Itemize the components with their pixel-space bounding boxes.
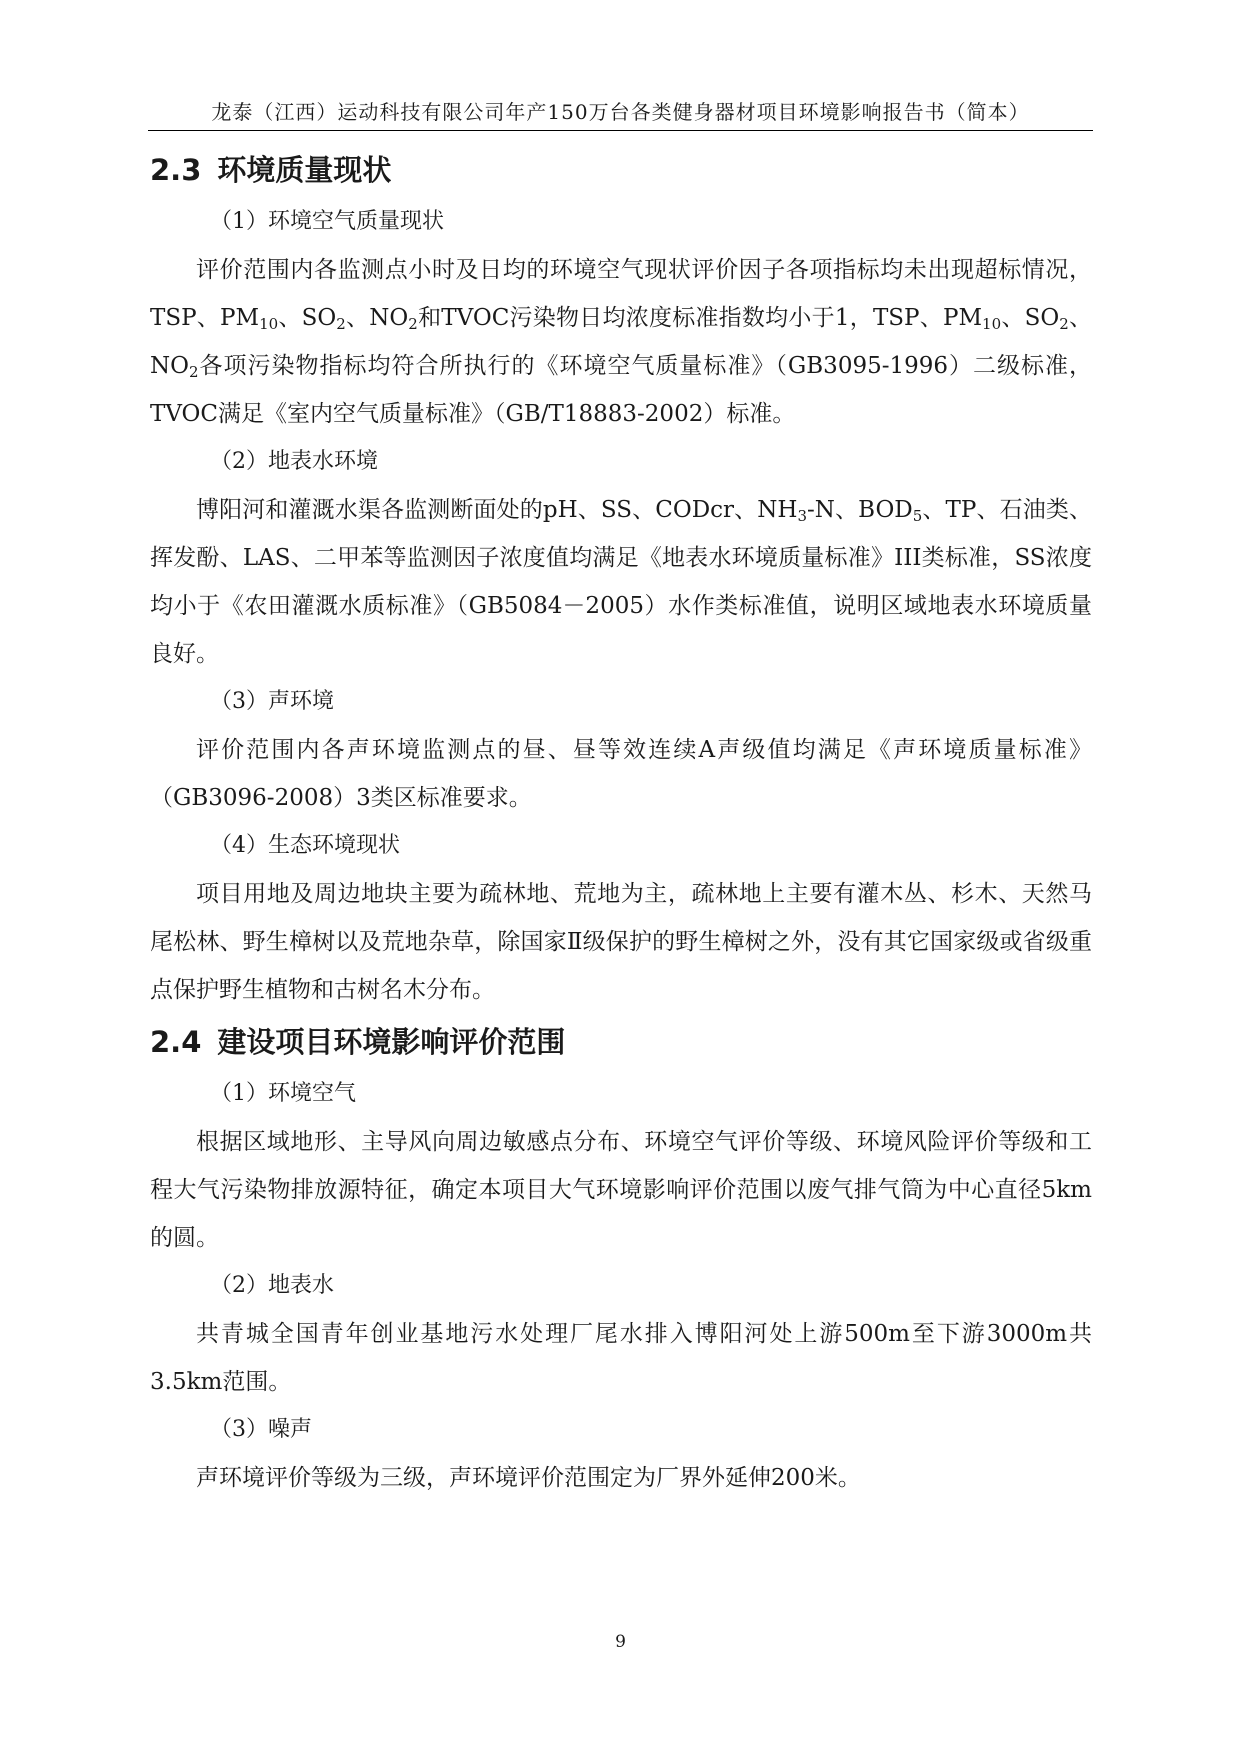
section-2-4-number: 2.4 bbox=[150, 1025, 202, 1059]
surface-water-heading: （2）地表水环境 bbox=[210, 449, 378, 474]
section-2-3-number: 2.3 bbox=[150, 153, 202, 187]
header-rule bbox=[148, 130, 1093, 131]
section-2-4-title: 建设项目环境影响评价范围 bbox=[217, 1025, 566, 1059]
scope-air-heading: （1）环境空气 bbox=[210, 1081, 356, 1106]
ecology-heading: （4）生态环境现状 bbox=[210, 833, 400, 858]
page-number: 9 bbox=[615, 1632, 626, 1652]
scope-noise-heading: （3）噪声 bbox=[210, 1417, 312, 1442]
document-header: 龙泰（江西）运动科技有限公司年产150万台各类健身器材项目环境影响报告书（简本） bbox=[211, 100, 1030, 124]
scope-air-paragraph: 根据区域地形、主导风向周边敏感点分布、环境空气评价等级、环境风险评价等级和工程大气污染物排放源特征，确定本项目大气环境影响评价范围以废气排气筒为中心直径5km的圆。 bbox=[150, 1129, 1092, 1251]
section-2-3-title: 环境质量现状 bbox=[217, 153, 392, 187]
scope-water-heading: （2）地表水 bbox=[210, 1273, 334, 1298]
air-quality-paragraph: 评价范围内各监测点小时及日均的环境空气现状评价因子各项指标均未出现超标情况，TSP、$PM_{10}$、$SO_2$、$NO_2$和TVOC污染物日均浓度标准指数均小于1，TSP、$PM_{10}$、$SO_2$、$NO_2$各项污染物指标均符合所执行的《环境空气质量标准》（GB3095-1996）二级标准，TVOC满足《室内空气质量标准》（GB/T18883-2002）标准。 bbox=[150, 257, 1093, 427]
surface-water-paragraph: 博阳河和灌溉水渠各监测断面处的pH、SS、CODcr、$NH_3-N$、$BOD_5$、TP、石油类、挥发酚、LAS、二甲苯等监测因子浓度值均满足《地表水环境质量标准》III类标准，SS浓度均小于《农田灌溉水质标准》（GB5084－2005）水作类标准值，说明区域地表水环境质量良好。 bbox=[150, 497, 1092, 667]
page-content bbox=[150, 142, 1092, 1502]
section-2-3-heading bbox=[150, 142, 1092, 198]
acoustic-paragraph: 评价范围内各声环境监测点的昼、昼等效连续A声级值均满足《声环境质量标准》（GB3096-2008）3类区标准要求。 bbox=[150, 737, 1092, 811]
acoustic-heading: （3）声环境 bbox=[210, 689, 334, 714]
air-quality-heading: （1）环境空气质量现状 bbox=[210, 209, 444, 234]
scope-noise-paragraph: 声环境评价等级为三级，声环境评价范围定为厂界外延伸200米。 bbox=[196, 1465, 861, 1491]
ecology-paragraph: 项目用地及周边地块主要为疏林地、荒地为主，疏林地上主要有灌木丛、杉木、天然马尾松林、野生樟树以及荒地杂草，除国家Ⅱ级保护的野生樟树之外，没有其它国家级或省级重点保护野生植物和古树名木分布。 bbox=[150, 881, 1092, 1003]
scope-water-paragraph: 共青城全国青年创业基地污水处理厂尾水排入博阳河处上游500m至下游3000m共3.5km范围。 bbox=[150, 1321, 1092, 1395]
section-2-4-heading bbox=[150, 1014, 1092, 1070]
